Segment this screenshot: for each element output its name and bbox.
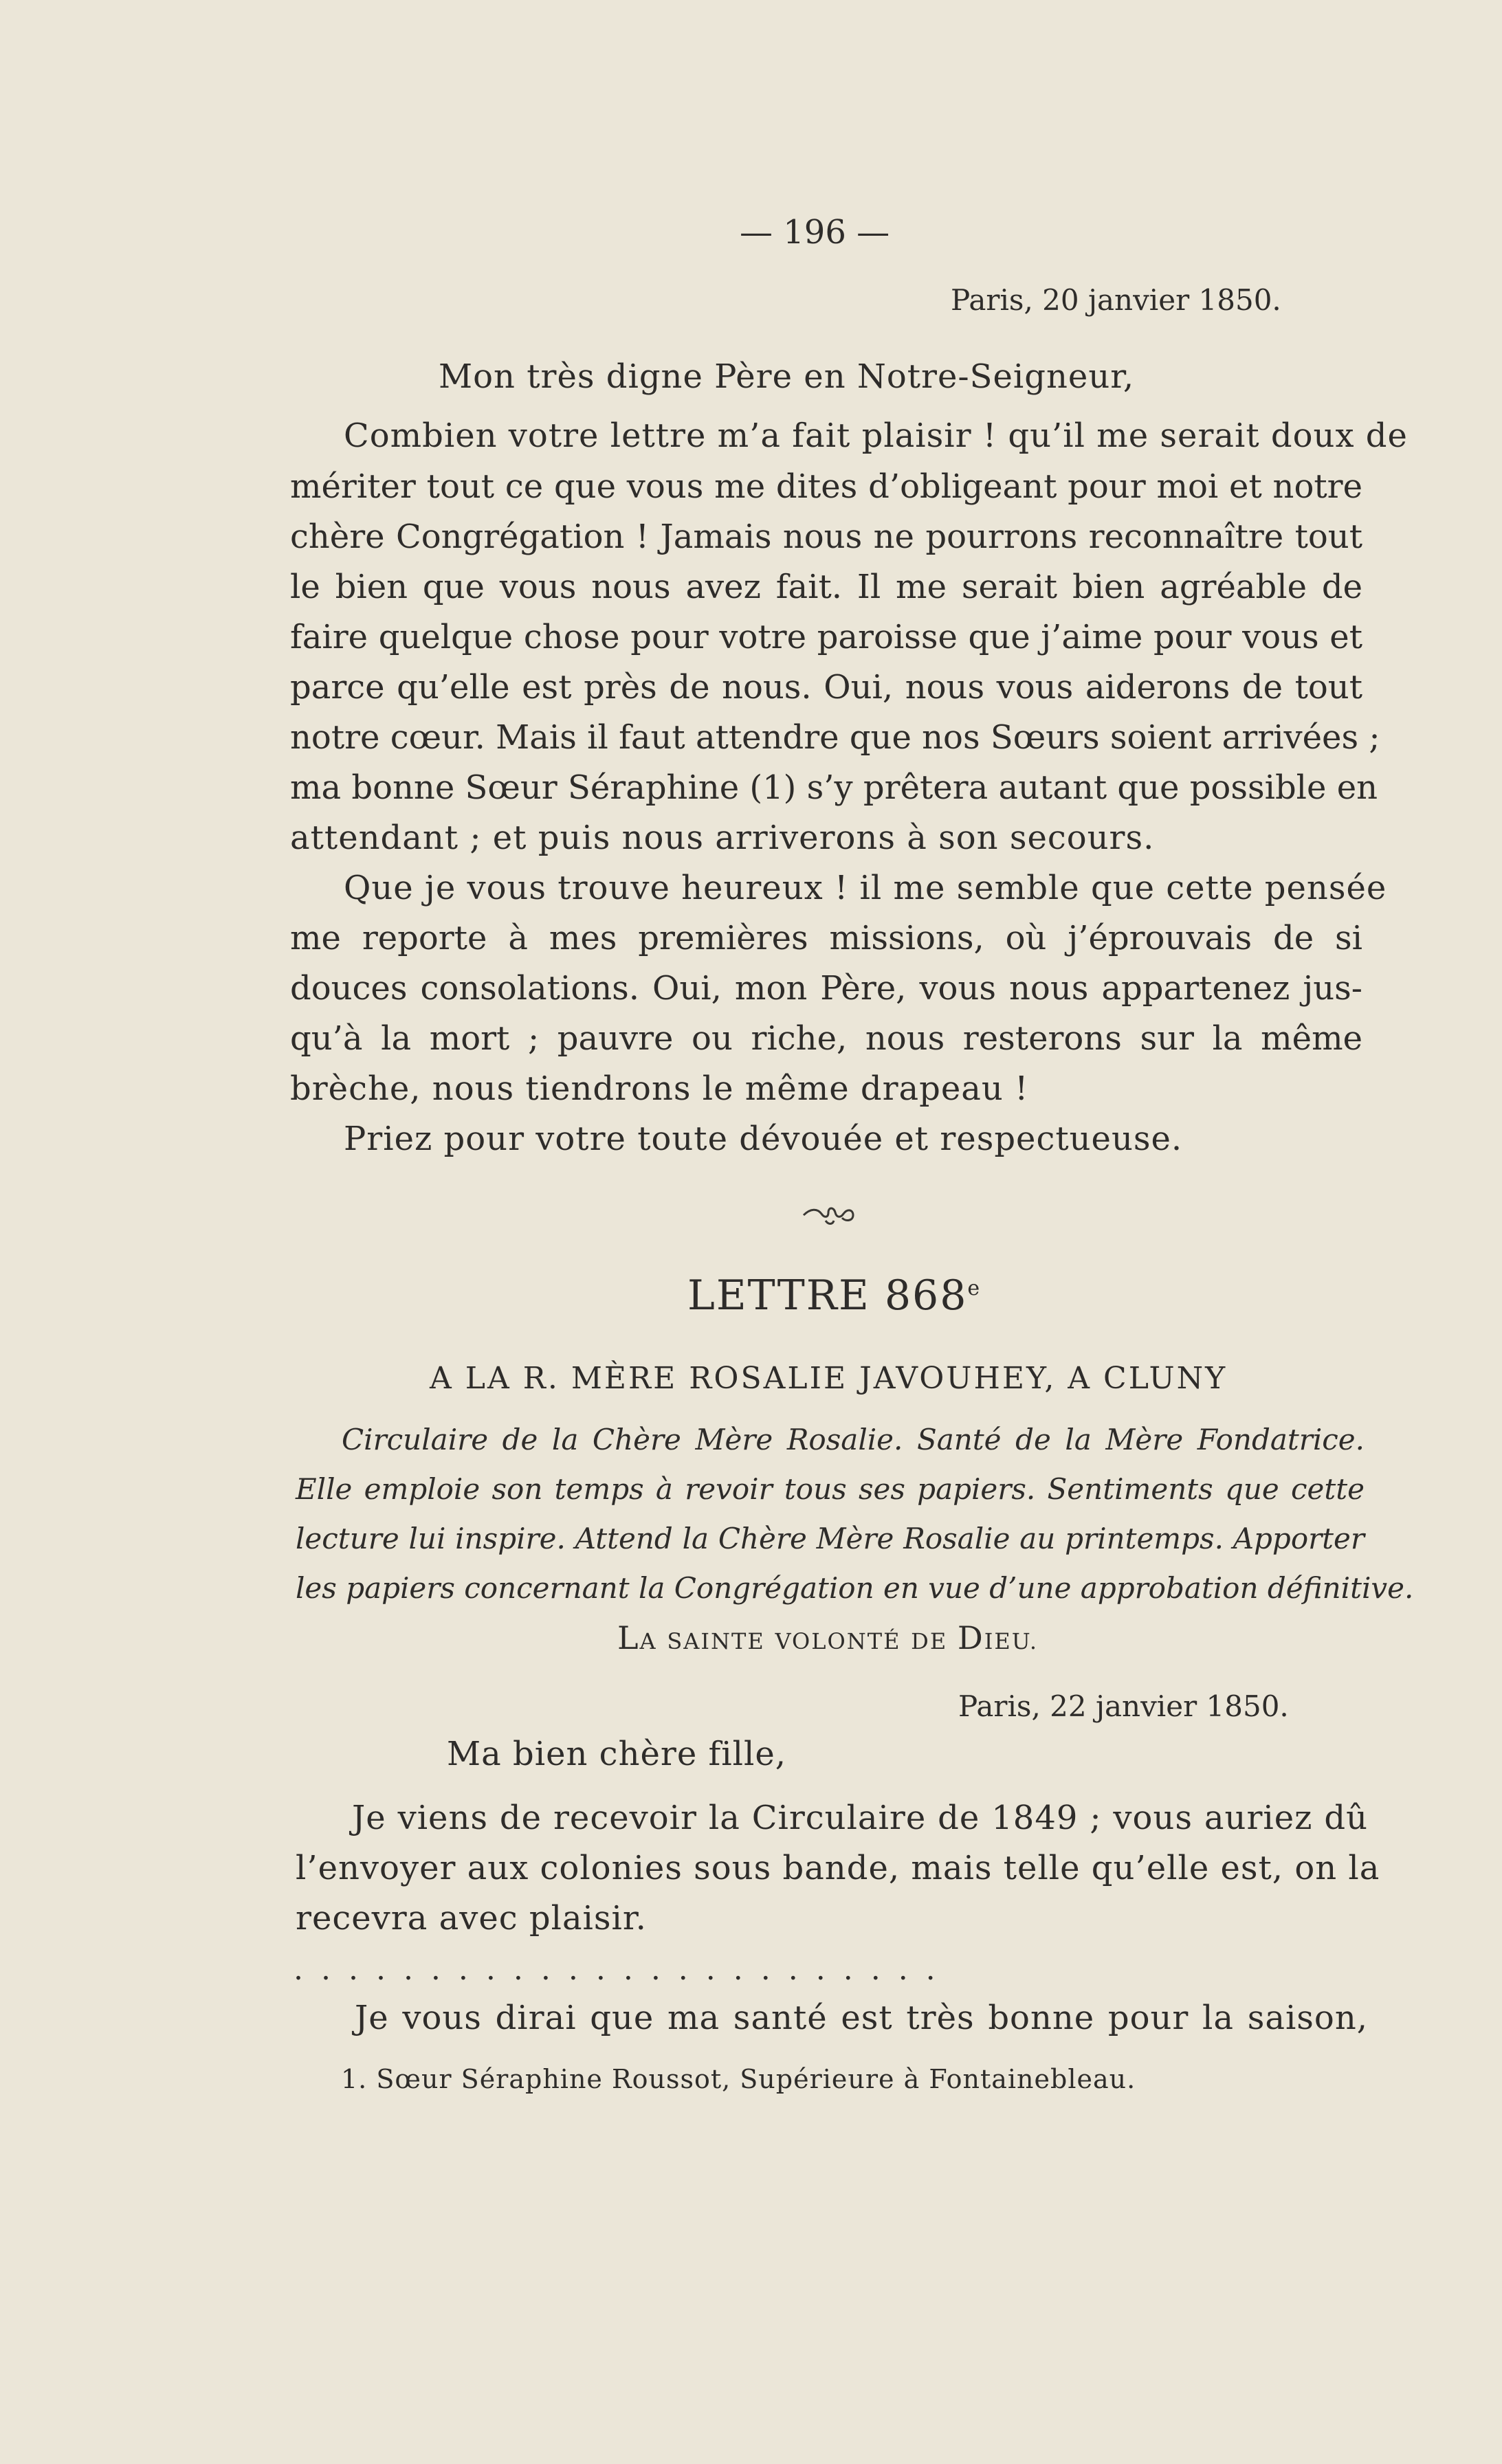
letter1-line: attendant ; et puis nous arriverons à son secours.: [290, 819, 1155, 857]
motto: LA SAINTE VOLONTÉ DE DIEU.: [617, 1619, 1038, 1656]
summary-line: Circulaire de la Chère Mère Rosalie. Santé de la Mère Fondatrice.: [342, 1423, 1365, 1456]
page-number: — 196 —: [740, 213, 890, 252]
letter1-line: me reporte à mes premières missions, où j’éprouvais de si: [290, 919, 1362, 957]
summary-line: les papiers concernant la Congrégation en vue d’une approbation définitive.: [296, 1571, 1414, 1605]
letter-title-suffix: e: [967, 1276, 982, 1300]
letter1-line: notre cœur. Mais il faut attendre que nos Sœurs soient arrivées ;: [290, 718, 1380, 757]
letter1-closing: Priez pour votre toute dévouée et respectueuse.: [344, 1120, 1183, 1158]
letter1-line: mériter tout ce que vous me dites d’obligeant pour moi et notre: [290, 467, 1362, 506]
letter-title-text: LETTRE 868: [687, 1272, 968, 1320]
letter2-last-line: Je vous dirai que ma santé est très bonne pour la saison,: [355, 1999, 1368, 2037]
letter1-line: Combien votre lettre m’a fait plaisir ! qu’il me serait doux de: [344, 417, 1408, 455]
letter-title: [687, 1272, 981, 1320]
letter1-line: Que je vous trouve heureux ! il me semble que cette pensée: [344, 869, 1387, 907]
letter1-line: faire quelque chose pour votre paroisse que j’aime pour vous et: [290, 618, 1362, 656]
letter2-line: l’envoyer aux colonies sous bande, mais telle qu’elle est, on la: [296, 1849, 1380, 1887]
letter2-line: recevra avec plaisir.: [296, 1899, 647, 1938]
letter2-line: Je viens de recevoir la Circulaire de 1849 ; vous auriez dû: [352, 1799, 1368, 1837]
summary-line: Elle emploie son temps à revoir tous ses papiers. Sentiments que cette: [296, 1472, 1365, 1506]
letter1-salutation: Mon très digne Père en Notre-Seigneur,: [439, 357, 1135, 396]
fleuron-ornament-icon: [801, 1203, 856, 1228]
letter2-date: Paris, 22 janvier 1850.: [958, 1689, 1289, 1723]
letter-addressee: A LA R. MÈRE ROSALIE JAVOUHEY, A CLUNY: [430, 1361, 1228, 1396]
letter1-line: ma bonne Sœur Séraphine (1) s’y prêtera autant que possible en: [290, 768, 1378, 807]
letter1-line: parce qu’elle est près de nous. Oui, nous vous aiderons de tout: [290, 668, 1362, 707]
letter1-line: brèche, nous tiendrons le même drapeau !: [290, 1069, 1029, 1108]
summary-line: lecture lui inspire. Attend la Chère Mère Rosalie au printemps. Apporter: [296, 1522, 1365, 1555]
letter1-date: Paris, 20 janvier 1850.: [951, 283, 1281, 317]
letter1-line: le bien que vous nous avez fait. Il me serait bien agréable de: [290, 568, 1362, 606]
letter1-line: douces consolations. Oui, mon Père, vous nous appartenez jus-: [290, 969, 1362, 1008]
letter1-line: chère Congrégation ! Jamais nous ne pourrons reconnaître tout: [290, 518, 1362, 556]
letter1-line: qu’à la mort ; pauvre ou riche, nous resterons sur la même: [290, 1019, 1362, 1058]
letter2-salutation: Ma bien chère fille,: [447, 1735, 786, 1773]
footnote: 1. Sœur Séraphine Roussot, Supérieure à Fontainebleau.: [341, 2064, 1136, 2094]
ellipsis-line: ........................: [294, 1952, 953, 1987]
